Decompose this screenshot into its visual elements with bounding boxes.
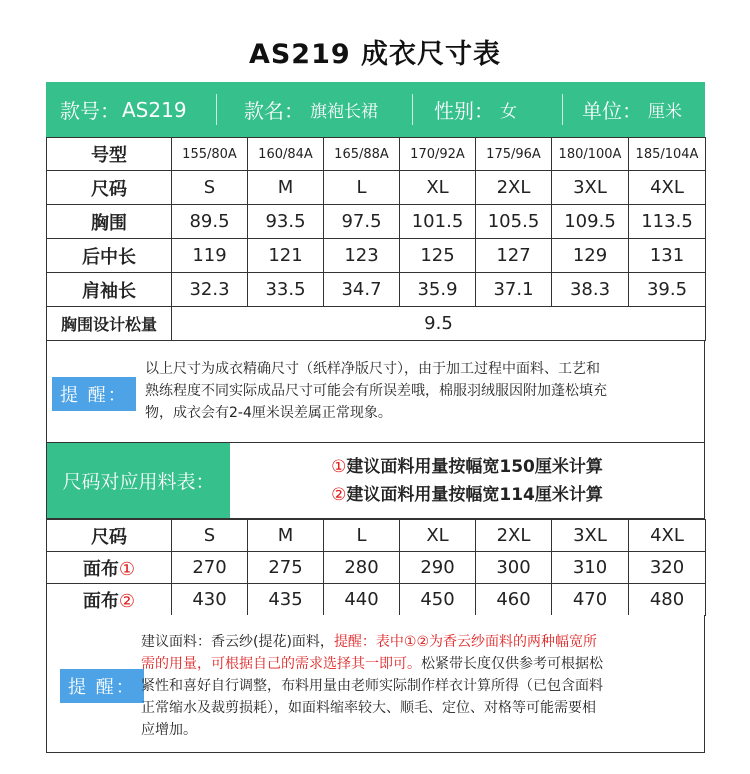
table-cell: 180/100A xyxy=(552,138,629,171)
table-cell: 480 xyxy=(629,584,706,616)
table-cell: 35.9 xyxy=(400,273,476,307)
material-table-label: 尺码对应用料表： xyxy=(47,443,230,518)
table-cell: S xyxy=(172,520,248,552)
note-tag-1: 提 醒： xyxy=(52,377,136,411)
table-row xyxy=(47,520,706,552)
circle-one-mark: ① xyxy=(118,558,136,580)
table-cell: 310 xyxy=(552,552,629,584)
table-cell: 450 xyxy=(400,584,476,616)
circle-two-mark: ② xyxy=(118,590,136,612)
table-cell: M xyxy=(248,520,324,552)
unit-cell xyxy=(562,82,705,137)
table-cell: 89.5 xyxy=(172,205,248,239)
note-line xyxy=(141,631,701,653)
table-cell: 175/96A xyxy=(476,138,552,171)
note-box-1 xyxy=(46,341,705,443)
table-cell: 113.5 xyxy=(629,205,706,239)
table-cell: 109.5 xyxy=(552,205,629,239)
unit-label: 单位： xyxy=(582,99,642,123)
table-cell: 97.5 xyxy=(324,205,400,239)
note-line xyxy=(141,653,701,675)
table-row xyxy=(47,552,706,584)
table-cell: 3XL xyxy=(552,171,629,205)
red-reminder: 需的用量，可根据自己的需求选择其一即可。 xyxy=(141,656,421,672)
table-cell: 32.3 xyxy=(172,273,248,307)
table-cell: 470 xyxy=(552,584,629,616)
table-cell: 34.7 xyxy=(324,273,400,307)
table-cell: 3XL xyxy=(552,520,629,552)
table-cell: 460 xyxy=(476,584,552,616)
table-cell: L xyxy=(324,520,400,552)
table-cell: 440 xyxy=(324,584,400,616)
note-text: 松紧带长度仅供参考可根据松 xyxy=(421,656,603,672)
table-cell: S xyxy=(172,171,248,205)
table-cell: 280 xyxy=(324,552,400,584)
table-cell: 105.5 xyxy=(476,205,552,239)
table-cell: 155/80A xyxy=(172,138,248,171)
table-cell: 290 xyxy=(400,552,476,584)
page-title: AS219 成衣尺寸表 xyxy=(248,39,502,70)
table-cell: 160/84A xyxy=(248,138,324,171)
material-calc-notes xyxy=(230,443,704,518)
table-cell: 275 xyxy=(248,552,324,584)
note-tag-2: 提 醒： xyxy=(60,669,144,703)
style-name-label: 款名： xyxy=(244,99,304,123)
row-label xyxy=(47,584,172,616)
table-cell: 131 xyxy=(629,239,706,273)
unit-value: 厘米 xyxy=(648,102,682,122)
calc-note-2-text: 建议面料用量按幅宽114厘米计算 xyxy=(346,484,603,505)
row-label: 号型 xyxy=(47,138,172,171)
calc-note-2 xyxy=(331,481,603,509)
table-cell: 4XL xyxy=(629,171,706,205)
fabric-label: 面布 xyxy=(82,558,119,580)
table-cell: 125 xyxy=(400,239,476,273)
note-line: 紧性和喜好自行调整，布料用量由老师实际制作样衣计算所得（已包含面料 xyxy=(141,678,603,694)
table-cell: 121 xyxy=(248,239,324,273)
note-line: 以上尺寸为成衣精确尺寸（纸样净版尺寸），由于加工过程中面料、工艺和 xyxy=(145,361,600,377)
calc-note-1-text: 建议面料用量按幅宽150厘米计算 xyxy=(346,456,603,477)
table-cell: M xyxy=(248,171,324,205)
row-label: 胸围 xyxy=(47,205,172,239)
table-row xyxy=(47,584,706,616)
gender-label: 性别： xyxy=(434,99,494,123)
table-cell: 2XL xyxy=(476,520,552,552)
table-cell: L xyxy=(324,171,400,205)
row-label: 尺码 xyxy=(47,171,172,205)
row-label xyxy=(47,552,172,584)
info-bar xyxy=(46,82,705,137)
note-line: 应增加。 xyxy=(141,722,197,738)
style-no-cell xyxy=(46,82,216,137)
red-reminder: 提醒：表中①②为香云纱面料的两种幅宽所 xyxy=(333,634,598,650)
ease-value: 9.5 xyxy=(172,307,706,341)
style-no-label: 款号： xyxy=(60,99,120,123)
table-row xyxy=(47,307,706,341)
table-cell: 185/104A xyxy=(629,138,706,171)
gender-cell xyxy=(412,82,562,137)
note-line: 正常缩水及裁剪损耗），如面料缩率较大、顺毛、定位、对格等可能需要相 xyxy=(141,700,596,716)
circle-one-mark: ① xyxy=(331,456,347,477)
note-text-1 xyxy=(145,358,701,424)
table-cell: 129 xyxy=(552,239,629,273)
table-row xyxy=(47,239,706,273)
gender-value: 女 xyxy=(500,102,517,122)
table-row xyxy=(47,205,706,239)
table-cell: 93.5 xyxy=(248,205,324,239)
table-row xyxy=(47,273,706,307)
table-cell: 430 xyxy=(172,584,248,616)
calc-note-1 xyxy=(331,453,603,481)
table-cell: 119 xyxy=(172,239,248,273)
style-no-value: AS219 xyxy=(122,97,187,122)
size-table xyxy=(46,137,706,341)
table-cell: 127 xyxy=(476,239,552,273)
table-row xyxy=(47,171,706,205)
note-line: 物，成衣会有2-4厘米误差属正常现象。 xyxy=(145,405,392,421)
table-cell: 33.5 xyxy=(248,273,324,307)
table-row xyxy=(47,138,706,171)
material-table xyxy=(46,519,706,616)
table-cell: 38.3 xyxy=(552,273,629,307)
table-cell: 101.5 xyxy=(400,205,476,239)
row-label: 肩袖长 xyxy=(47,273,172,307)
table-cell: 165/88A xyxy=(324,138,400,171)
table-cell: 320 xyxy=(629,552,706,584)
table-cell: 39.5 xyxy=(629,273,706,307)
material-header xyxy=(46,443,705,519)
circle-two-mark: ② xyxy=(331,484,347,505)
note-text-2 xyxy=(141,631,701,741)
table-cell: 270 xyxy=(172,552,248,584)
fabric-label: 面布 xyxy=(82,590,119,612)
row-label: 后中长 xyxy=(47,239,172,273)
table-cell: 435 xyxy=(248,584,324,616)
table-cell: 37.1 xyxy=(476,273,552,307)
note-line: 熟练程度不同实际成品尺寸可能会有所误差哦，棉服羽绒服因附加蓬松填充 xyxy=(145,383,607,399)
fabric-advice: 建议面料：香云纱(提花)面料， xyxy=(141,634,334,650)
table-cell: XL xyxy=(400,520,476,552)
table-cell: 170/92A xyxy=(400,138,476,171)
style-name-cell xyxy=(216,82,412,137)
ease-label: 胸围设计松量 xyxy=(47,307,172,341)
row-label: 尺码 xyxy=(47,520,172,552)
table-cell: 123 xyxy=(324,239,400,273)
table-cell: 4XL xyxy=(629,520,706,552)
style-name-value: 旗袍长裙 xyxy=(310,102,378,122)
table-cell: 300 xyxy=(476,552,552,584)
table-cell: XL xyxy=(400,171,476,205)
table-cell: 2XL xyxy=(476,171,552,205)
note-box-2 xyxy=(46,615,705,753)
